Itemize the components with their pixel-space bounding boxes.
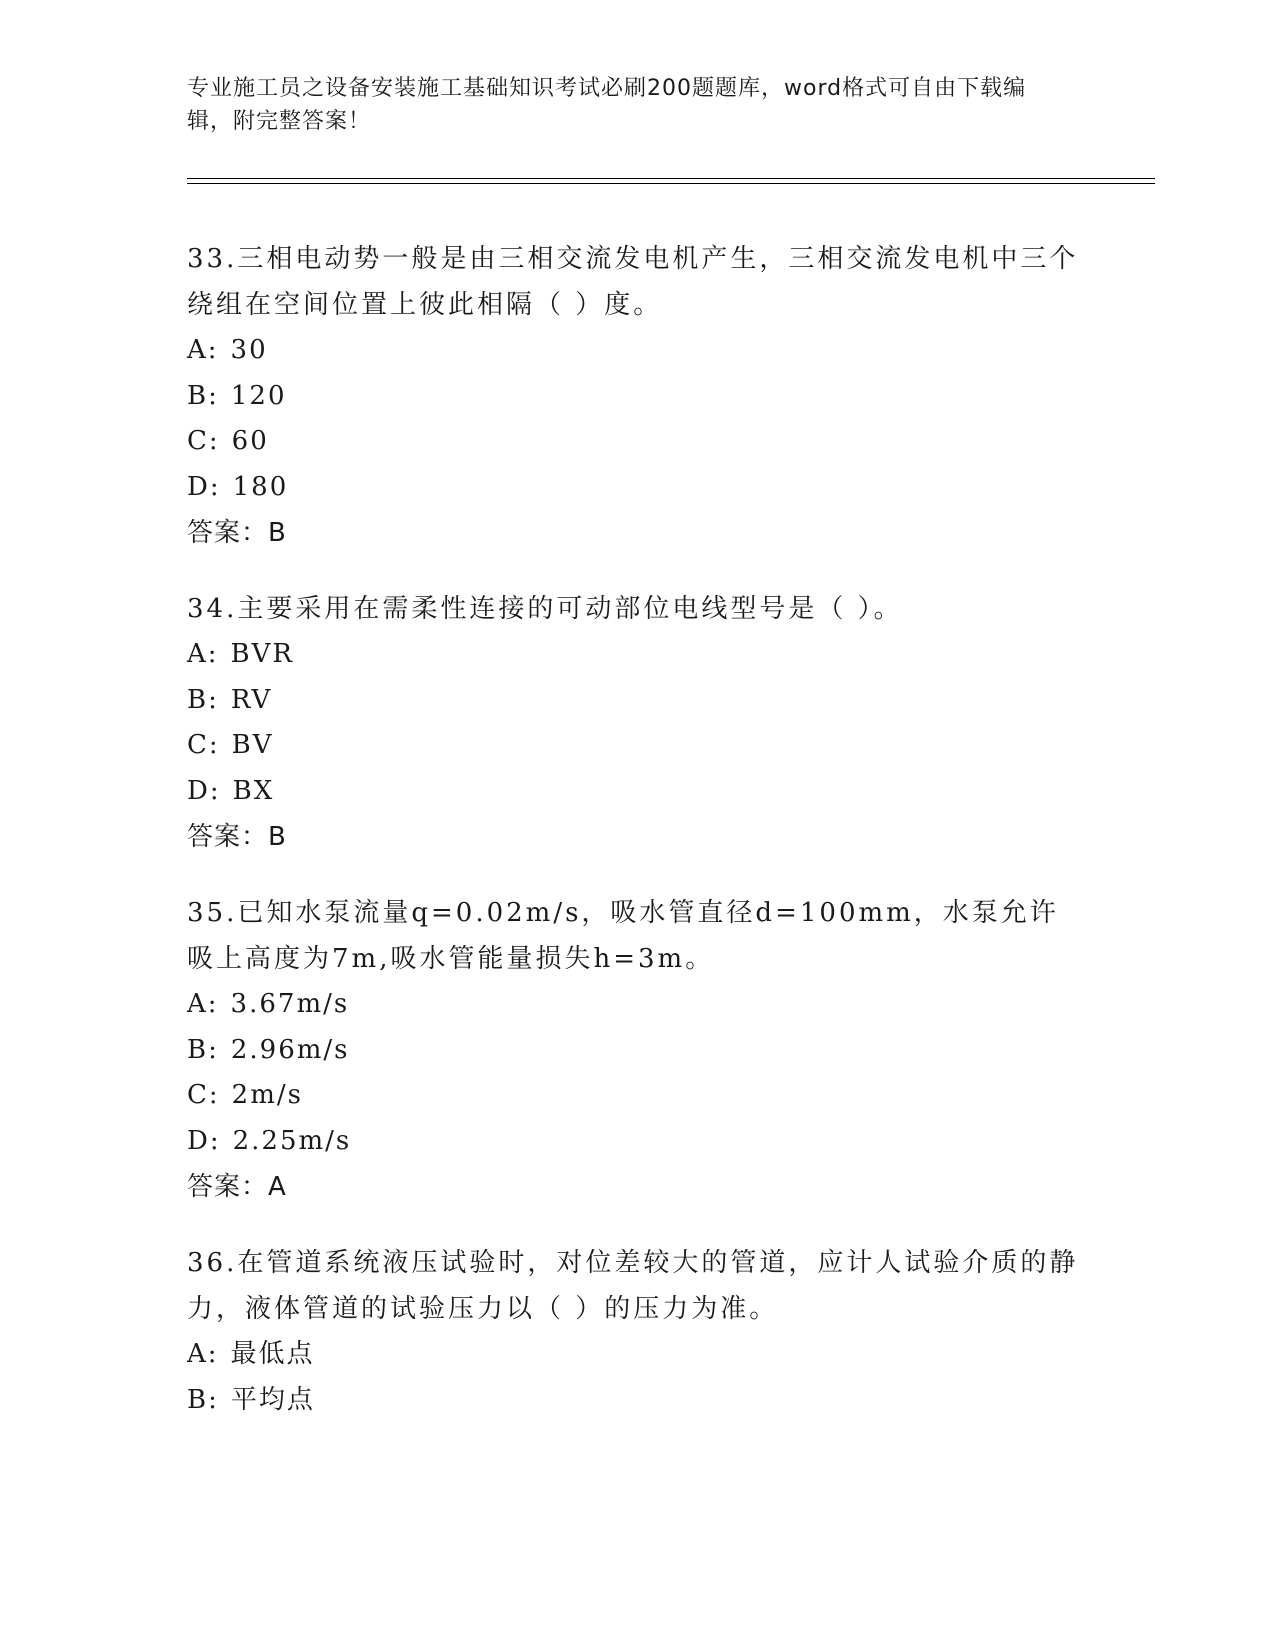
option-label: A: — [187, 639, 219, 669]
option-c — [187, 419, 1087, 465]
question-stem: 36.在管道系统液压试验时，对位差较大的管道，应计人试验介质的静力，液体管道的试验压力以（ ）的压力为准。 — [187, 1248, 1079, 1324]
option-value: BX — [232, 775, 275, 806]
header-divider-top — [187, 178, 1155, 179]
header-title: 专业施工员之设备安装施工基础知识考试必刷200题题库，word格式可自由下载编辑，附完整答案！ — [187, 76, 1027, 134]
option-a — [187, 328, 1087, 374]
option-label: B: — [187, 380, 219, 411]
option-value: 60 — [231, 426, 269, 456]
header-divider-bottom — [187, 183, 1155, 184]
answer-line: 答案：A — [187, 1172, 287, 1202]
question-stem: 33.三相电动势一般是由三相交流发电机产生，三相交流发电机中三个绕组在空间位置上彼此相隔（ ）度。 — [187, 244, 1079, 320]
option-a — [187, 632, 1087, 678]
option-d — [187, 769, 1087, 815]
option-d — [187, 465, 1087, 511]
document-header — [187, 72, 1067, 138]
option-label: B: — [187, 1384, 219, 1415]
option-value: 2.96m/s — [230, 1034, 350, 1065]
question-33 — [187, 236, 1087, 556]
option-value: 180 — [232, 471, 289, 502]
question-35 — [187, 890, 1087, 1210]
option-label: B: — [187, 684, 219, 715]
option-b — [187, 374, 1087, 420]
question-list — [187, 236, 1087, 1453]
option-label: A: — [187, 335, 219, 365]
option-a — [187, 982, 1087, 1028]
option-label: C: — [187, 1080, 220, 1110]
option-value: BVR — [230, 639, 295, 669]
question-36 — [187, 1240, 1087, 1423]
option-label: C: — [187, 730, 220, 760]
option-label: B: — [187, 1034, 219, 1065]
question-34 — [187, 586, 1087, 860]
answer-line: 答案：B — [187, 518, 287, 548]
option-b — [187, 1378, 1087, 1424]
option-c — [187, 1073, 1087, 1119]
option-label: C: — [187, 426, 220, 456]
question-stem: 34.主要采用在需柔性连接的可动部位电线型号是（ ）。 — [187, 594, 903, 624]
option-value: RV — [230, 684, 273, 715]
option-b — [187, 678, 1087, 724]
question-stem: 35.已知水泵流量q=0.02m/s，吸水管直径d=100mm，水泵允许吸上高度为7m,吸水管能量损失h=3m。 — [187, 898, 1059, 974]
option-label: A: — [187, 1339, 219, 1369]
option-value: BV — [231, 730, 274, 760]
option-label: D: — [187, 471, 221, 502]
option-d — [187, 1119, 1087, 1165]
answer-line: 答案：B — [187, 822, 287, 852]
option-b — [187, 1028, 1087, 1074]
option-label: D: — [187, 1125, 221, 1156]
option-label: A: — [187, 989, 219, 1019]
option-label: D: — [187, 775, 221, 806]
option-value: 最低点 — [230, 1339, 315, 1369]
option-value: 2.25m/s — [232, 1125, 352, 1156]
option-value: 2m/s — [231, 1080, 303, 1110]
option-c — [187, 723, 1087, 769]
option-value: 3.67m/s — [230, 989, 350, 1019]
option-value: 平均点 — [230, 1384, 315, 1415]
option-a — [187, 1332, 1087, 1378]
option-value: 30 — [230, 335, 268, 365]
option-value: 120 — [230, 380, 287, 411]
